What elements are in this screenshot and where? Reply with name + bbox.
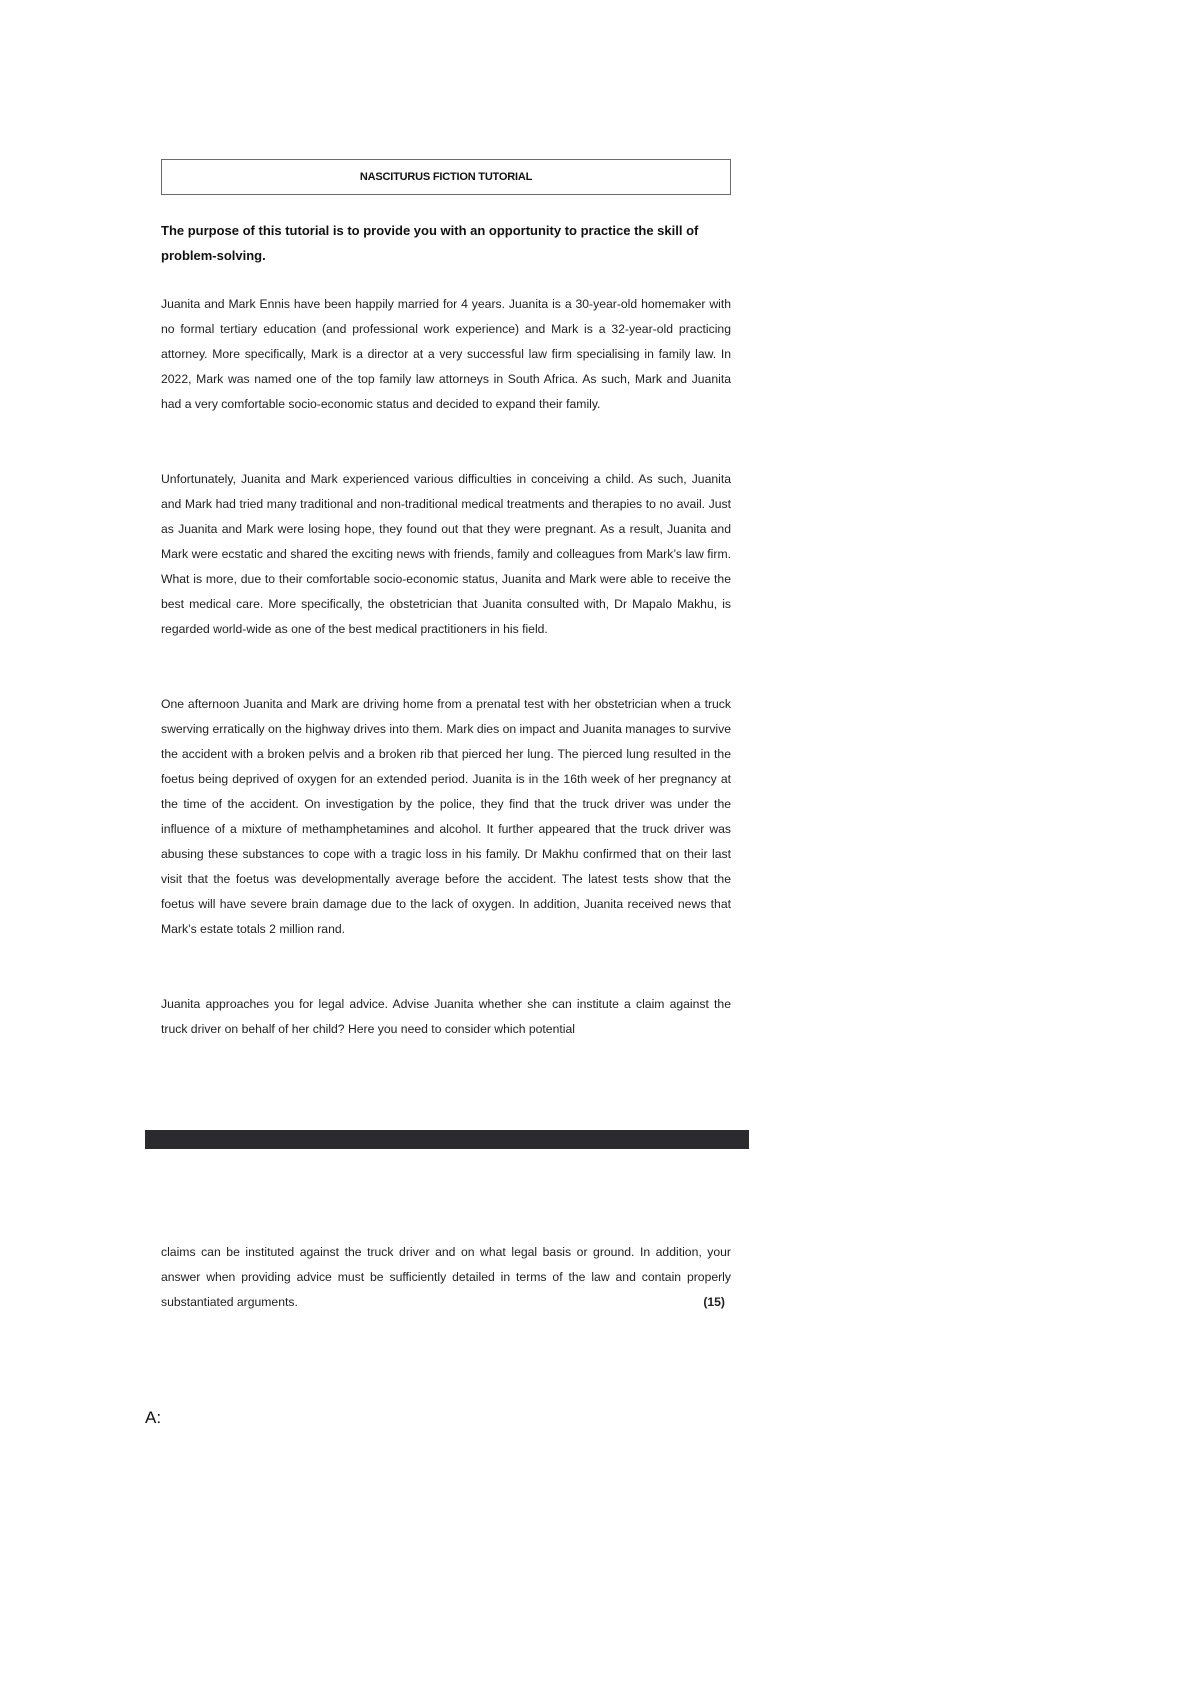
- purpose-statement: The purpose of this tutorial is to provide you with an opportunity to practice the skill of problem-solving.: [161, 223, 699, 263]
- paragraph-accident: One afternoon Juanita and Mark are driving home from a prenatal test with her obstetrician when a truck swerving erratically on the highway drives into them. Mark dies on impact and Juanita manages to survive the accident with a broken pelvis and a broken rib that pierced her lung. The pierced lung resulted in the foetus being deprived of oxygen for an extended period. Juanita is in the 16th week of her pregnancy at the time of the accident. On investigation by the police, they find that the truck driver was under the influence of a mixture of methamphetamines and alcohol. It further appeared that the truck driver was abusing these substances to cope with a tragic loss in his family. Dr Makhu confirmed that on their last visit that the foetus was developmentally average before the accident. The latest tests show that the foetus will have severe brain damage due to the lack of oxygen. In addition, Juanita received news that Mark’s estate totals 2 million rand.: [161, 697, 731, 936]
- page-break-bar: [145, 1130, 749, 1149]
- marks-allocation: (15): [703, 1295, 725, 1309]
- paragraph-pregnancy: Unfortunately, Juanita and Mark experienced various difficulties in conceiving a child. As such, Juanita and Mark had tried many traditional and non-traditional medical treatments and therapies to no avail. Just as Juanita and Mark were losing hope, they found out that they were pregnant. As a result, Juanita and Mark were ecstatic and shared the exciting news with friends, family and colleagues from Mark’s law firm. What is more, due to their comfortable socio-economic status, Juanita and Mark were able to receive the best medical care. More specifically, the obstetrician that Juanita consulted with, Dr Mapalo Makhu, is regarded world-wide as one of the best medical practitioners in his field.: [161, 472, 731, 636]
- continuation-text: claims can be instituted against the truck driver and on what legal basis or ground. In addition, your answer when providing advice must be sufficiently detailed in terms of the law and contain properly substantiated arguments.: [161, 1245, 731, 1309]
- answer-label: A:: [145, 1408, 162, 1427]
- paragraph-question: Juanita approaches you for legal advice. Advise Juanita whether she can institute a claim against the truck driver on behalf of her child? Here you need to consider which potential: [161, 997, 731, 1036]
- paragraph-background: Juanita and Mark Ennis have been happily married for 4 years. Juanita is a 30-year-old homemaker with no formal tertiary education (and professional work experience) and Mark is a 32-year-old practicing attorney. More specifically, Mark is a director at a very successful law firm specialising in family law. In 2022, Mark was named one of the top family law attorneys in South Africa. As such, Mark and Juanita had a very comfortable socio-economic status and decided to expand their family.: [161, 297, 731, 411]
- paragraph-question-continued: [161, 1240, 731, 1315]
- title-box: [161, 159, 731, 195]
- document-title: NASCITURUS FICTION TUTORIAL: [359, 171, 533, 183]
